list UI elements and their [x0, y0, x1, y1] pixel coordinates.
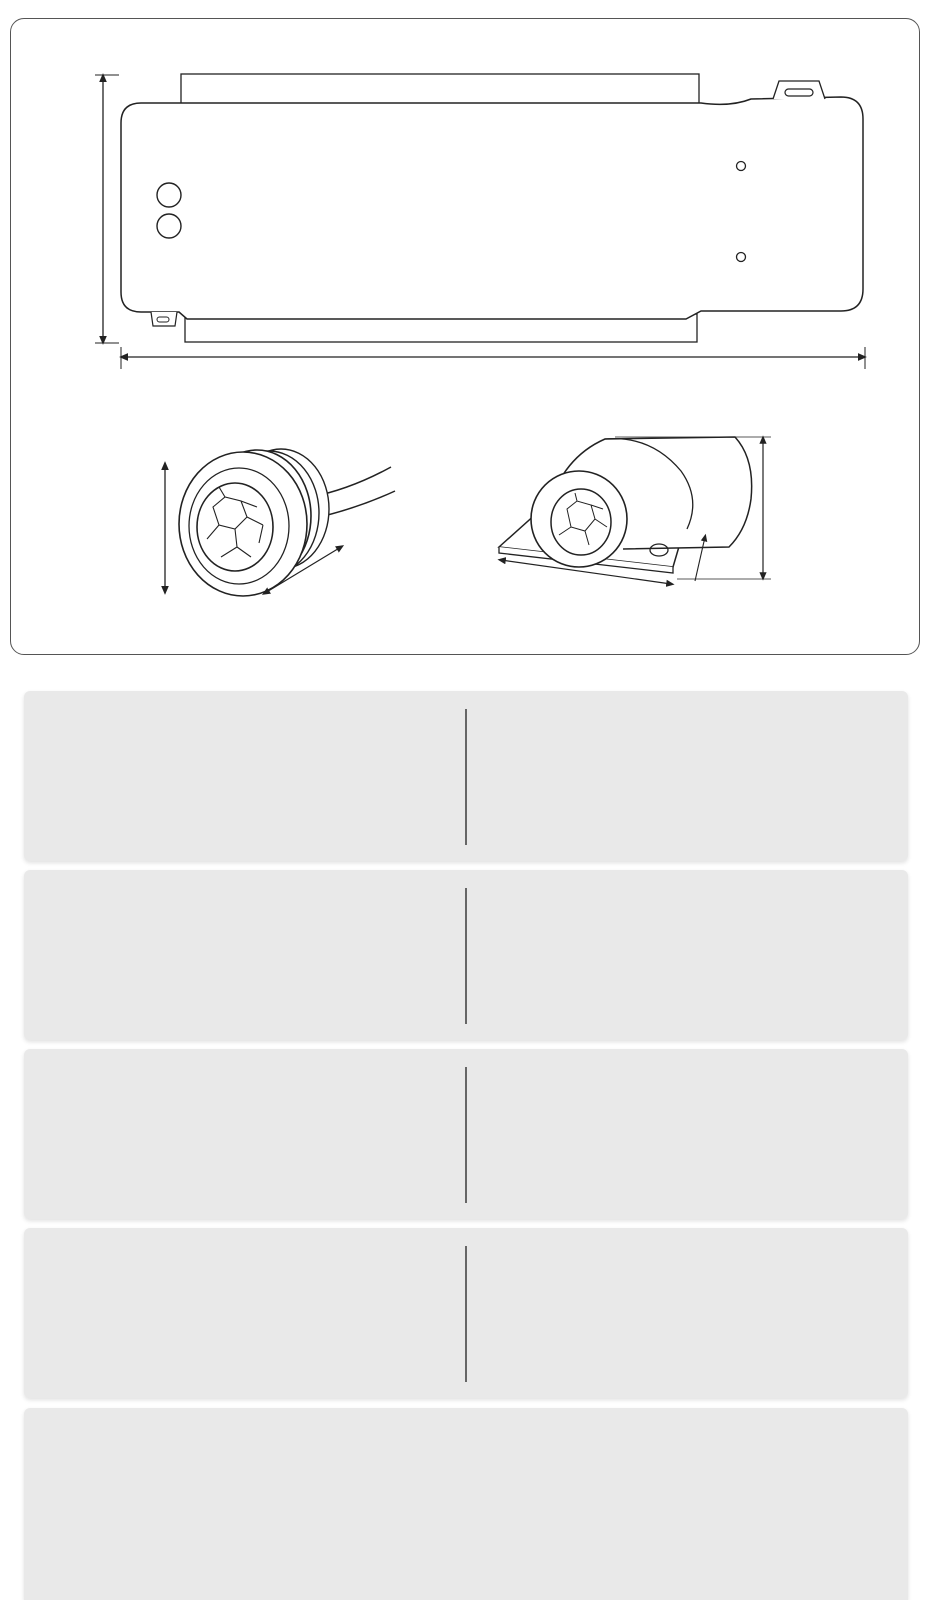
- spec-row-product: [24, 691, 908, 861]
- sensor-lens: [551, 489, 611, 555]
- controller-outline: [121, 97, 863, 319]
- spec-row-color: [24, 1228, 908, 1398]
- surface-mount-sensor: [499, 437, 752, 573]
- spec-row-power: [24, 1049, 908, 1219]
- dimension-drawing: [11, 19, 921, 656]
- dimension-diagram: [10, 18, 920, 655]
- spec-divider: [465, 1246, 467, 1382]
- spec-row-voltage: [24, 870, 908, 1040]
- sensor-lens: [197, 483, 273, 571]
- spec-divider: [465, 709, 467, 845]
- controller-board: [121, 74, 863, 342]
- round-sensor: [179, 449, 395, 596]
- spec-divider: [465, 1067, 467, 1203]
- spec-divider: [465, 888, 467, 1024]
- spec-row-function: [24, 1408, 908, 1600]
- top-terminal-block: [181, 74, 699, 104]
